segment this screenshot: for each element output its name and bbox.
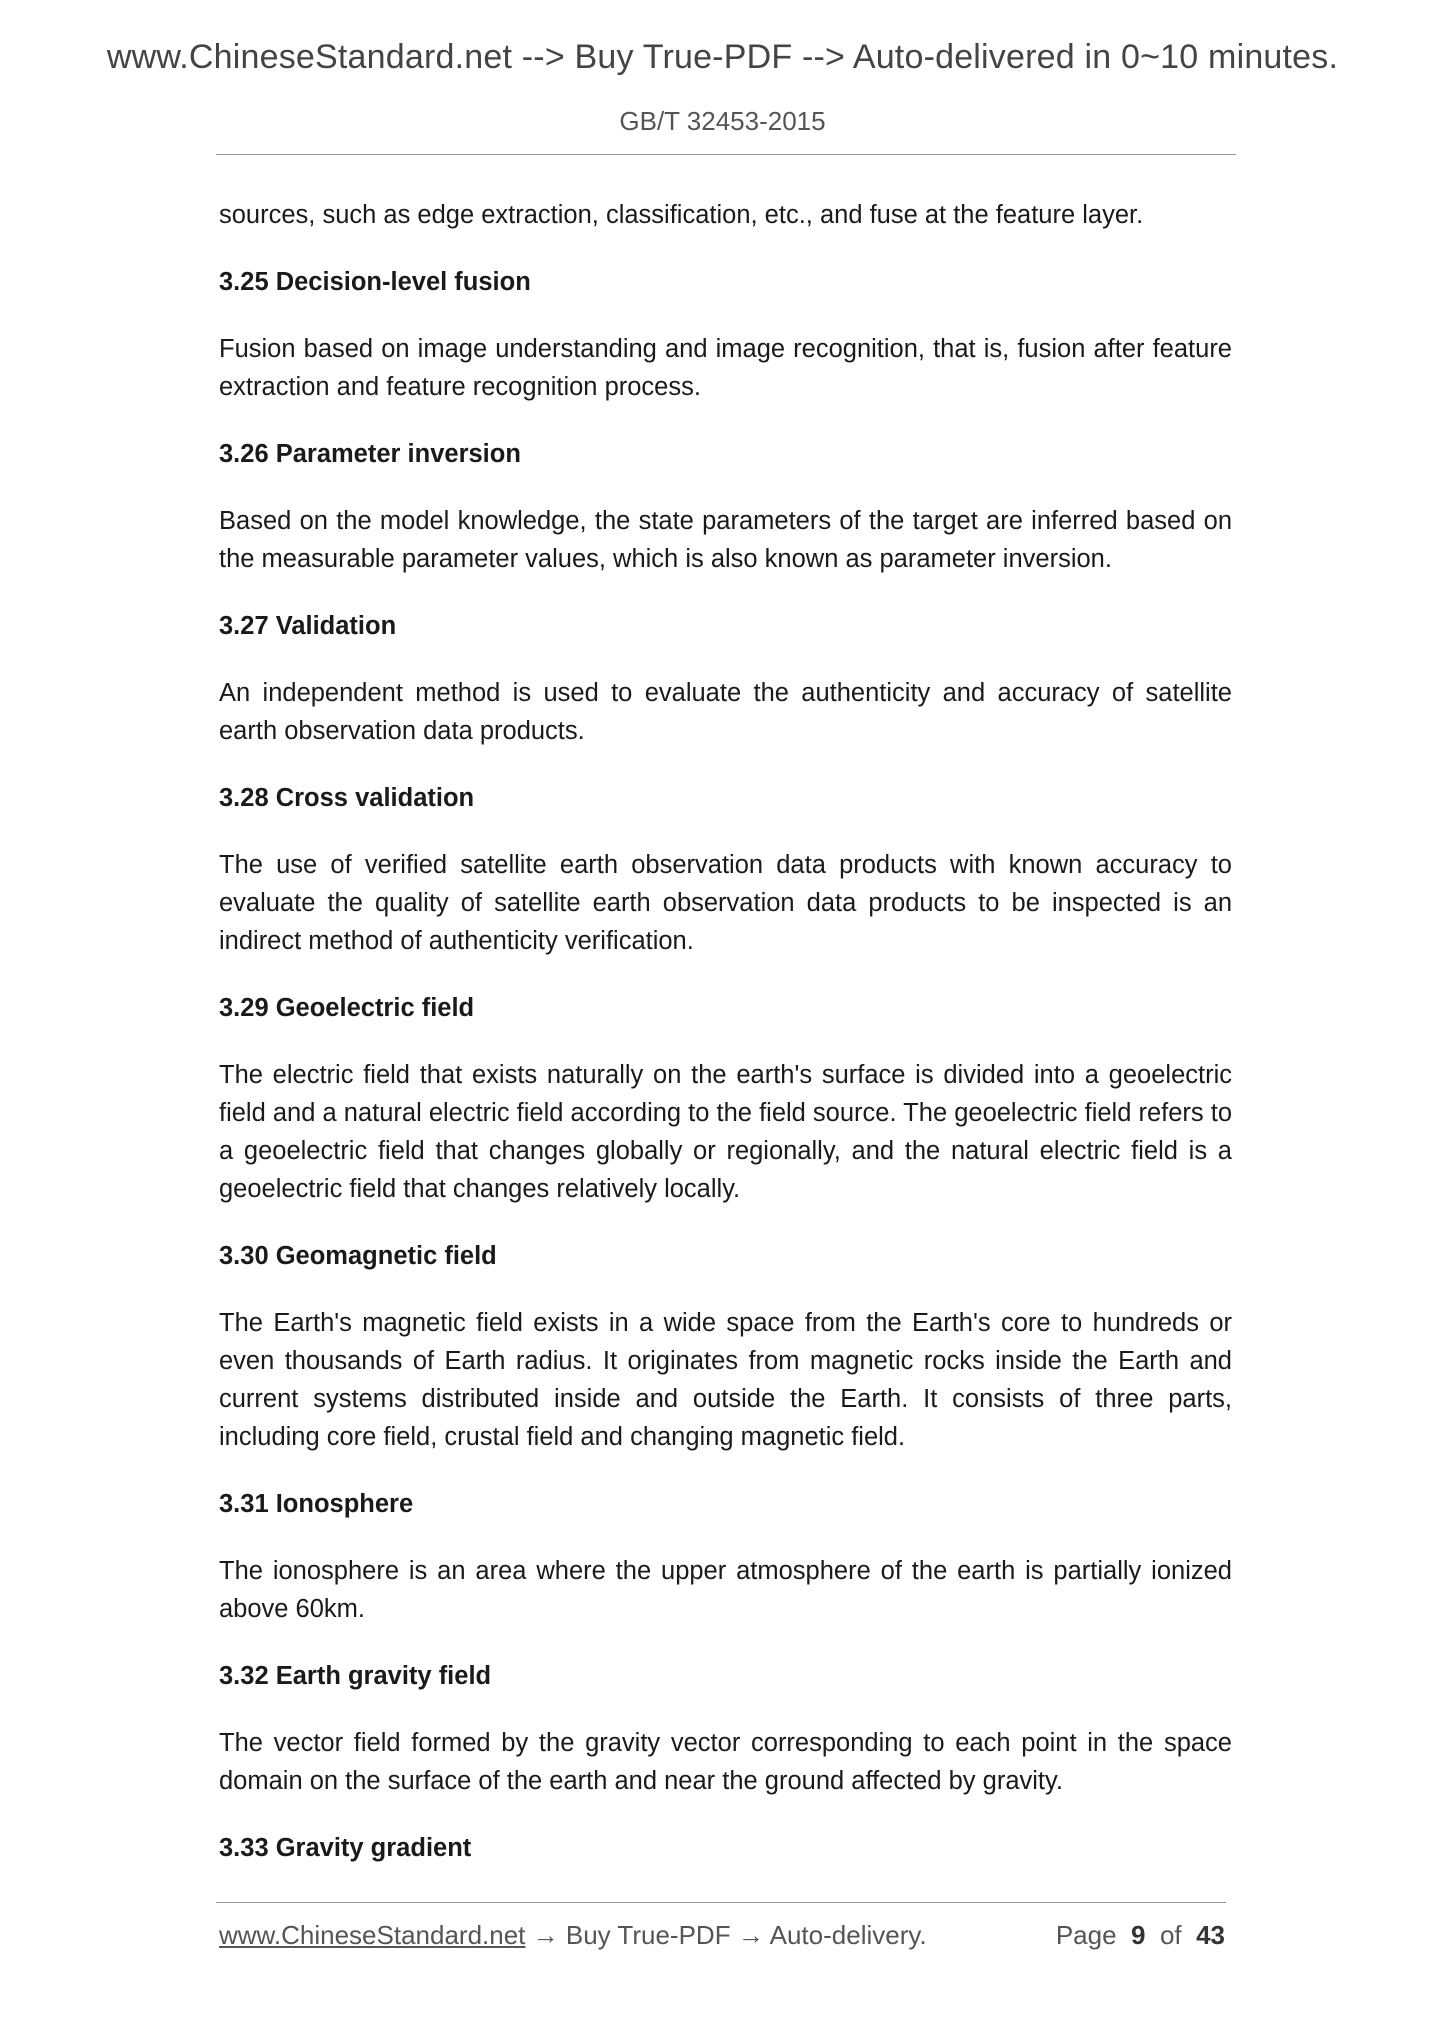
definition-3-26: Based on the model knowledge, the state parameters of the target are inferred based on the measurable parameter values, which is also known as parameter inversion.	[219, 507, 1232, 573]
continuation-paragraph: sources, such as edge extraction, classification, etc., and fuse at the feature layer.	[219, 201, 1144, 229]
section-heading-3-31: 3.31 Ionosphere	[219, 1490, 414, 1518]
footer-buy-text: Buy True-PDF	[565, 1920, 731, 1950]
section-heading-3-26: 3.26 Parameter inversion	[219, 440, 521, 468]
definition-3-31: The ionosphere is an area where the upper atmosphere of the earth is partially ionized above 60km.	[219, 1557, 1232, 1623]
section-heading-3-33: 3.33 Gravity gradient	[219, 1834, 472, 1862]
section-heading-3-29: 3.29 Geoelectric field	[219, 994, 475, 1022]
page-number: 9	[1131, 1920, 1146, 1950]
source-banner: www.ChineseStandard.net --> Buy True-PDF --> Auto-delivered in 0~10 minutes.	[106, 38, 1339, 76]
footer-promo	[219, 1920, 927, 1951]
arrow-right-icon: →	[737, 1920, 764, 1950]
of-label: of	[1159, 1920, 1182, 1950]
document-body	[219, 196, 1232, 1896]
definition-3-28: The use of verified satellite earth observation data products with known accuracy to evaluate the quality of satellite earth observation data products to be inspected is an indirect method of authenticity verification.	[219, 851, 1232, 955]
definition-3-32: The vector field formed by the gravity vector corresponding to each point in the space domain on the surface of the earth and near the ground affected by gravity.	[219, 1729, 1232, 1795]
definition-3-27: An independent method is used to evaluate the authenticity and accuracy of satellite earth observation data products.	[219, 679, 1232, 745]
page-indicator	[1056, 1920, 1225, 1951]
section-heading-3-32: 3.32 Earth gravity field	[219, 1662, 492, 1690]
page-total: 43	[1196, 1920, 1225, 1950]
definition-3-30: The Earth's magnetic field exists in a wide space from the Earth's core to hundreds or even thousands of Earth radius. It originates from magnetic rocks inside the Earth and current systems distributed inside and outside the Earth. It consists of three parts, including core field, crustal field and changing magnetic field.	[219, 1309, 1232, 1451]
definition-3-25: Fusion based on image understanding and image recognition, that is, fusion after feature extraction and feature recognition process.	[219, 335, 1232, 401]
footer-delivery-text: Auto-delivery.	[769, 1920, 927, 1950]
page-label: Page	[1055, 1920, 1117, 1950]
page-footer	[219, 1920, 1225, 1960]
section-heading-3-28: 3.28 Cross validation	[219, 784, 475, 812]
arrow-right-icon: →	[532, 1920, 559, 1950]
definition-3-29: The electric field that exists naturally on the earth's surface is divided into a geoelectric field and a natural electric field according to the field source. The geoelectric field refers to a geoelectric field that changes globally or regionally, and the natural electric field is a geoelectric field that changes relatively locally.	[219, 1061, 1233, 1203]
section-heading-3-25: 3.25 Decision-level fusion	[219, 268, 531, 296]
footer-site-link[interactable]: www.ChineseStandard.net	[219, 1920, 526, 1950]
document-code: GB/T 32453-2015	[619, 106, 826, 136]
footer-divider	[216, 1902, 1226, 1903]
header-divider	[216, 154, 1236, 155]
section-heading-3-27: 3.27 Validation	[219, 612, 397, 640]
section-heading-3-30: 3.30 Geomagnetic field	[219, 1242, 497, 1270]
